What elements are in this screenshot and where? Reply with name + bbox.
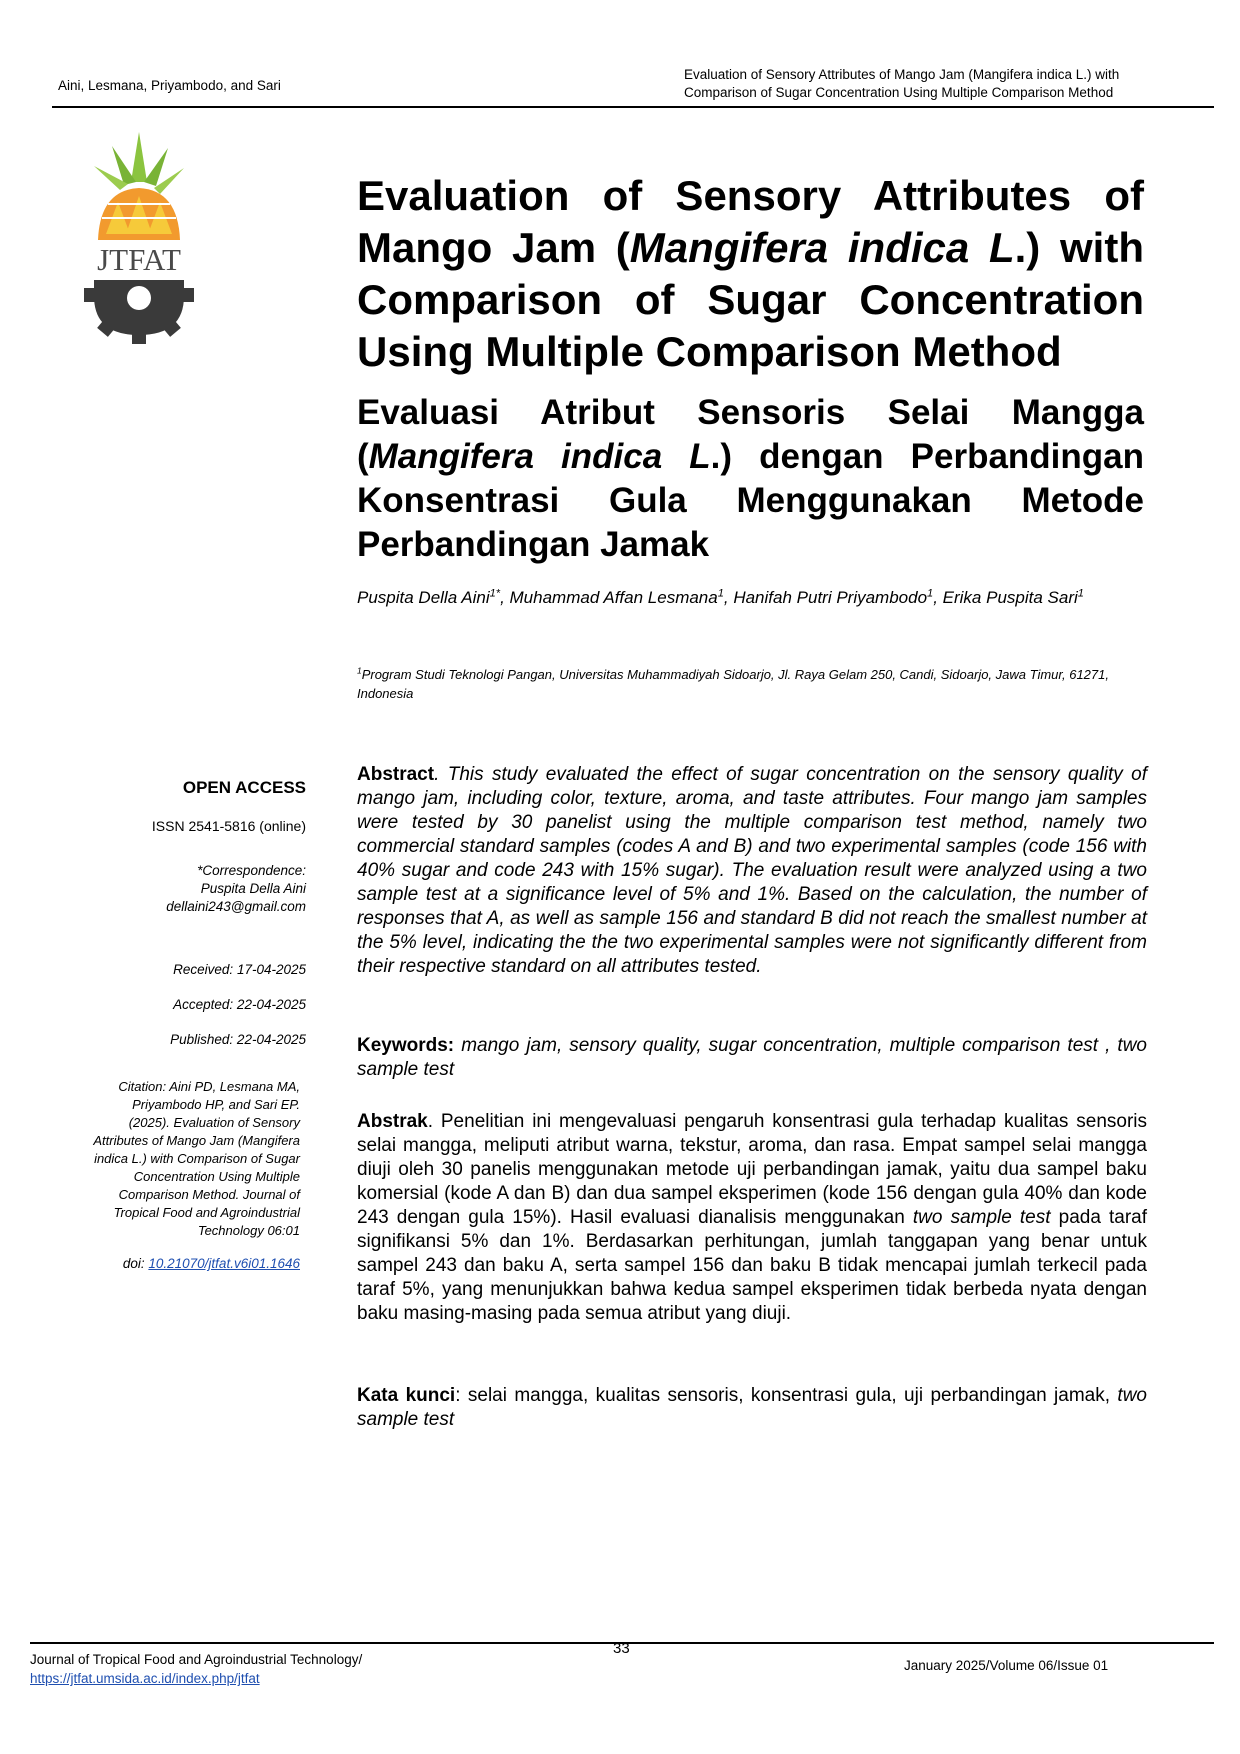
header-rule — [52, 106, 1214, 108]
journal-url-link[interactable]: https://jtfat.umsida.ac.id/index.php/jtfat — [30, 1671, 260, 1686]
jtfat-logo — [84, 130, 194, 344]
doi-link[interactable]: 10.21070/jtfat.v6i01.1646 — [148, 1256, 300, 1271]
issn: ISSN 2541-5816 (online) — [151, 818, 306, 834]
correspondence-name: Puspita Della Aini — [200, 881, 306, 896]
author-list: Puspita Della Aini$^{1*}$, Muhammad Affan Lesmana$^1$, Hanifah Putri Priyambodo$^1$, Erika Puspita Sari$^1$ — [357, 587, 1084, 607]
abstract-indonesian: Abstrak. Penelitian ini mengevaluasi pengaruh konsentrasi gula terhadap kualitas sensoris selai mangga, meliputi atribut warna, tekstur, aroma, dan rasa. Empat sampel selai mangga diuji oleh 30 panelis menggunakan metode uji perbandingan jamak, yaitu dua sampel baku komersial (kode A dan B) dan dua sampel eksperimen (kode 156 dengan gula 40% dan kode 243 dengan gula 15%). Hasil evaluasi dianalisis menggunakan two sample test pada taraf signifikansi 5% dan 1%. Berdasarkan perhitungan, jumlah tanggapan yang benar untuk sampel 243 dan baku A, serta sampel 156 dan baku B tidak mencapai jumlah terkecil pada taraf 5%, yang menunjukkan bahwa kedua sampel eksperimen tidak berbeda nyata dengan baku masing-masing pada semua atribut yang diuji. — [357, 1111, 1147, 1324]
article-title: Evaluation of Sensory Attributes of Mango Jam (Mangifera indica L.) with Comparison of Sugar Concentration Using Multiple Comparison Method — [357, 172, 1144, 375]
article-title-indonesian: Evaluasi Atribut Sensoris Selai Mangga (Mangifera indica L.) dengan Perbandingan Konsentrasi Gula Menggunakan Metode Perbandingan Jamak — [357, 393, 1145, 564]
received-date: Received: 17-04-2025 — [173, 962, 306, 977]
pineapple-leaves-icon — [94, 132, 184, 194]
running-header-title: Evaluation of Sensory Attributes of Mango Jam (Mangifera indica L.) with Comparison of Sugar Concentration Using Multiple Comparison Method — [684, 67, 1120, 100]
footer-issue: January 2025/Volume 06/Issue 01 — [904, 1658, 1109, 1673]
keywords: Keywords: mango jam, sensory quality, sugar concentration, multiple comparison test , two sample test — [357, 1035, 1147, 1080]
doi: doi: 10.21070/jtfat.v6i01.1646 — [122, 1256, 300, 1271]
kata-kunci: Kata kunci: selai mangga, kualitas sensoris, konsentrasi gula, uji perbandingan jamak, two sample test — [357, 1385, 1147, 1430]
correspondence — [166, 862, 306, 916]
footer-journal — [30, 1650, 362, 1688]
open-access-label: OPEN ACCESS — [182, 778, 306, 797]
correspondence-email: dellaini243@gmail.com — [166, 899, 306, 914]
journal-name: Journal of Tropical Food and Agroindustrial Technology/ — [30, 1652, 363, 1667]
page-number: 33 — [613, 1640, 630, 1657]
published-date: Published: 22-04-2025 — [170, 1032, 306, 1047]
running-header-authors: Aini, Lesmana, Priyambodo, and Sari — [58, 78, 281, 93]
abstract-english: Abstract. This study evaluated the effect of sugar concentration on the sensory quality of mango jam, including color, texture, aroma, and taste attributes. Four mango jam samples were tested by 30 panelist using the multiple comparison test method, namely two commercial standard samples (codes A and B) and two experimental samples (code 156 with 40% sugar and code 243 with 15% sugar). The evaluation result were analyzed using a two sample test at a significance level of 5% and 1%. Based on the calculation, the number of responses that A, as well as sample 156 and standard B did not reach the smallest number at the 5% level, indicating the the two experimental samples were not significantly different from their respective standard on all attributes tested. — [357, 764, 1147, 977]
affiliation: $^1$Program Studi Teknologi Pangan, Universitas Muhammadiyah Sidoarjo, Jl. Raya Gelam 250, Candi, Sidoarjo, Jawa Timur, 61271, Indonesia — [357, 665, 1109, 701]
correspondence-label: *Correspondence: — [197, 863, 306, 878]
citation: Citation: Aini PD, Lesmana MA, Priyambodo HP, and Sari EP. (2025). Evaluation of Sensory Attributes of Mango Jam (Mangifera indica L.) with Comparison of Sugar Concentration Using Multiple Comparison Method. Journal of Tropical Food and Agroindustrial Technology 06:01 — [93, 1079, 300, 1238]
logo-wordmark: JTFAT — [97, 242, 181, 277]
accepted-date: Accepted: 22-04-2025 — [173, 997, 306, 1012]
pineapple-body-icon — [98, 188, 180, 240]
gear-icon — [84, 280, 194, 344]
